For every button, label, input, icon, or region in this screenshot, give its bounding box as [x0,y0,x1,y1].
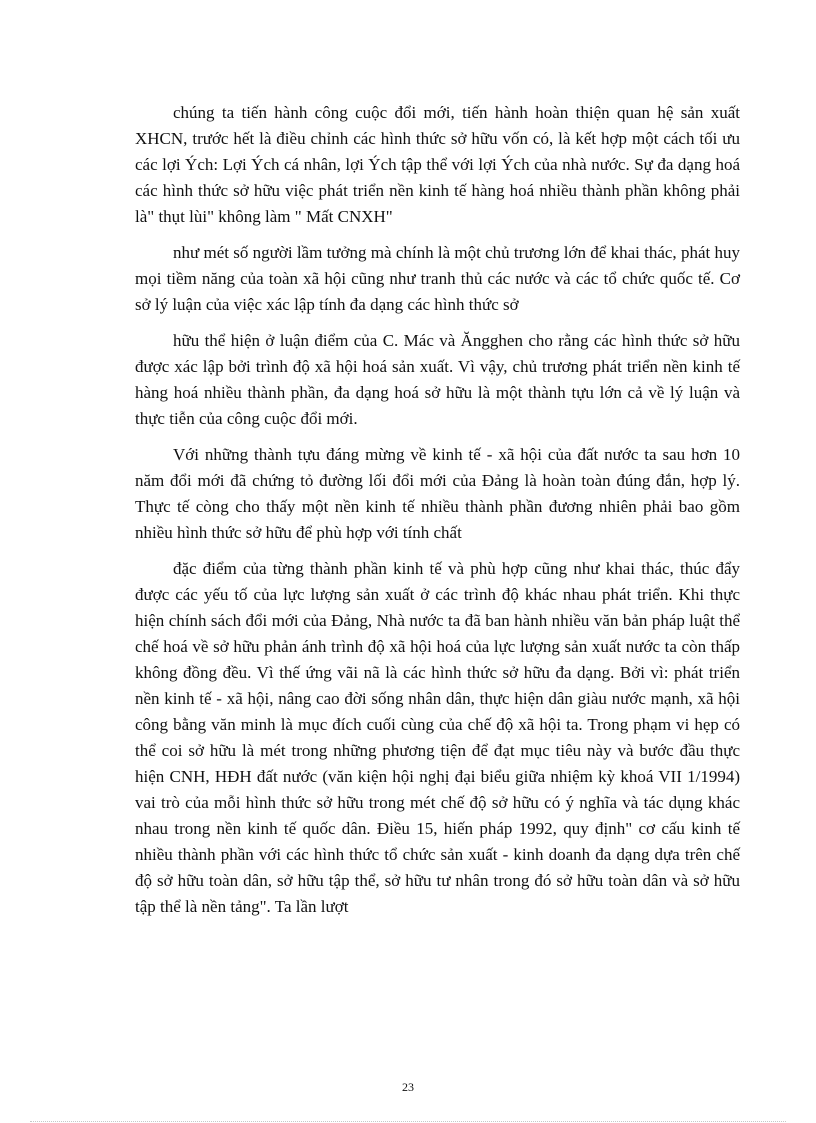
body-text [135,100,740,930]
paragraph: Với những thành tựu đáng mừng về kinh tế - xã hội của đất nước ta sau hơn 10 năm đổi mới đã chứng tỏ đường lối đổi mới của Đảng là hoàn toàn đúng đắn, hợp lý. Thực tế còng cho thấy một nền kinh tế nhiều thành phần đương nhiên phải bao gồm nhiều hình thức sở hữu để phù hợp với tính chất [135,445,740,542]
paragraph: như mét số người lầm tưởng mà chính là một chủ trương lớn để khai thác, phát huy mọi tiềm năng của toàn xã hội cũng như tranh thủ các nước và các tổ chức quốc tế. Cơ sở lý luận của việc xác lập tính đa dạng các hình thức sở [135,243,740,314]
page-divider [30,1121,786,1122]
page-number: 23 [402,1080,414,1094]
paragraph: chúng ta tiến hành công cuộc đổi mới, tiến hành hoàn thiện quan hệ sản xuất XHCN, trước hết là điều chỉnh các hình thức sở hữu vốn có, là kết hợp một cách tối ưu các lợi Ých: Lợi Ých cá nhân, lợi Ých tập thể với lợi Ých của nhà nước. Sự đa dạng hoá các hình thức sở hữu việc phát triển nền kinh tế hàng hoá nhiều thành phần không phải là" thụt lùi" không làm " Mất CNXH" [135,103,740,226]
paragraph: đặc điểm của từng thành phần kinh tế và phù hợp cũng như khai thác, thúc đẩy được các yếu tố của lực lượng sản xuất ở các trình độ khác nhau phát triển. Khi thực hiện chính sách đổi mới của Đảng, Nhà nước ta đã ban hành nhiều văn bản pháp luật thể chế hoá về sở hữu phản ánh trình độ xã hội hoá của lực lượng sản xuất nước ta còn thấp không đồng đều. Vì thế ứng vãi nã là các hình thức sở hữu đa dạng. Bởi vì: phát triển nền kinh tế - xã hội, nâng cao đời sống nhân dân, thực hiện dân giàu nước mạnh, xã hội công bằng văn minh là mục đích cuối cùng của chế độ xã hội ta. Trong phạm vi hẹp có thể coi sở hữu là mét trong những phương tiện để đạt mục tiêu này và bước đầu thực hiện CNH, HĐH đất nước (văn kiện hội nghị đại biểu giữa nhiệm kỳ khoá VII 1/1994) vai trò của mỗi hình thức sở hữu trong mét chế độ sở hữu có ý nghĩa và tác dụng khác nhau trong nền kinh tế quốc dân. Điều 15, hiến pháp 1992, quy định" cơ cấu kinh tế nhiều thành phần với các hình thức tổ chức sản xuất - kinh doanh đa dạng dựa trên chế độ sở hữu toàn dân, sở hữu tập thể, sở hữu tư nhân trong đó sở hữu toàn dân và sở hữu tập thể là nền tảng". Ta lần lượt [135,559,740,916]
paragraph: hữu thể hiện ở luận điểm của C. Mác và Ăngghen cho rằng các hình thức sở hữu được xác lập bởi trình độ xã hội hoá sản xuất. Vì vậy, chủ trương phát triển nền kinh tế hàng hoá nhiều thành phần, đa dạng hoá sở hữu là một thành tựu lớn cả về lý luận và thực tiễn của công cuộc đổi mới. [135,331,740,428]
